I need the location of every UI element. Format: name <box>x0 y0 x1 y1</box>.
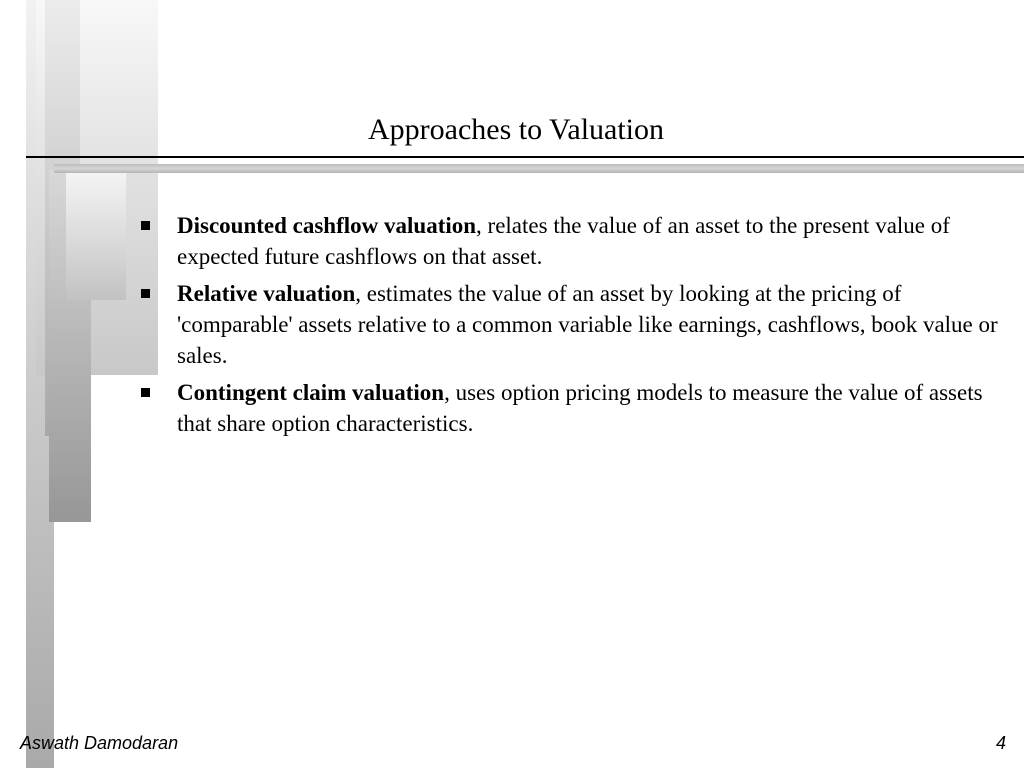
title-divider <box>26 156 1024 158</box>
page-number: 4 <box>995 733 1006 753</box>
bullet-text: , uses option pricing models to measure the value of assets that share option characteristics. <box>177 380 983 436</box>
bullet-term: Discounted cashflow valuation <box>177 213 477 238</box>
bullet-item <box>138 210 998 272</box>
bullet-list <box>138 210 998 445</box>
decorative-bar <box>66 172 126 300</box>
bullet-text: , relates the value of an asset to the present value of expected future cashflows on that asset. <box>177 213 950 269</box>
bullet-text: , estimates the value of an asset by looking at the pricing of 'comparable' assets relative to a common variable like earnings, cashflows, book value or sales. <box>177 281 998 368</box>
square-bullet-icon <box>141 388 150 397</box>
decorative-horizontal-bar <box>54 164 1024 173</box>
footer-author: Aswath Damodaran <box>20 733 179 753</box>
slide-title: Approaches to Valuation <box>367 113 665 146</box>
bullet-item <box>138 377 998 439</box>
square-bullet-icon <box>141 221 150 230</box>
bullet-term: Relative valuation <box>177 281 356 306</box>
square-bullet-icon <box>141 289 150 298</box>
bullet-item <box>138 278 998 371</box>
bullet-term: Contingent claim valuation <box>177 380 445 405</box>
